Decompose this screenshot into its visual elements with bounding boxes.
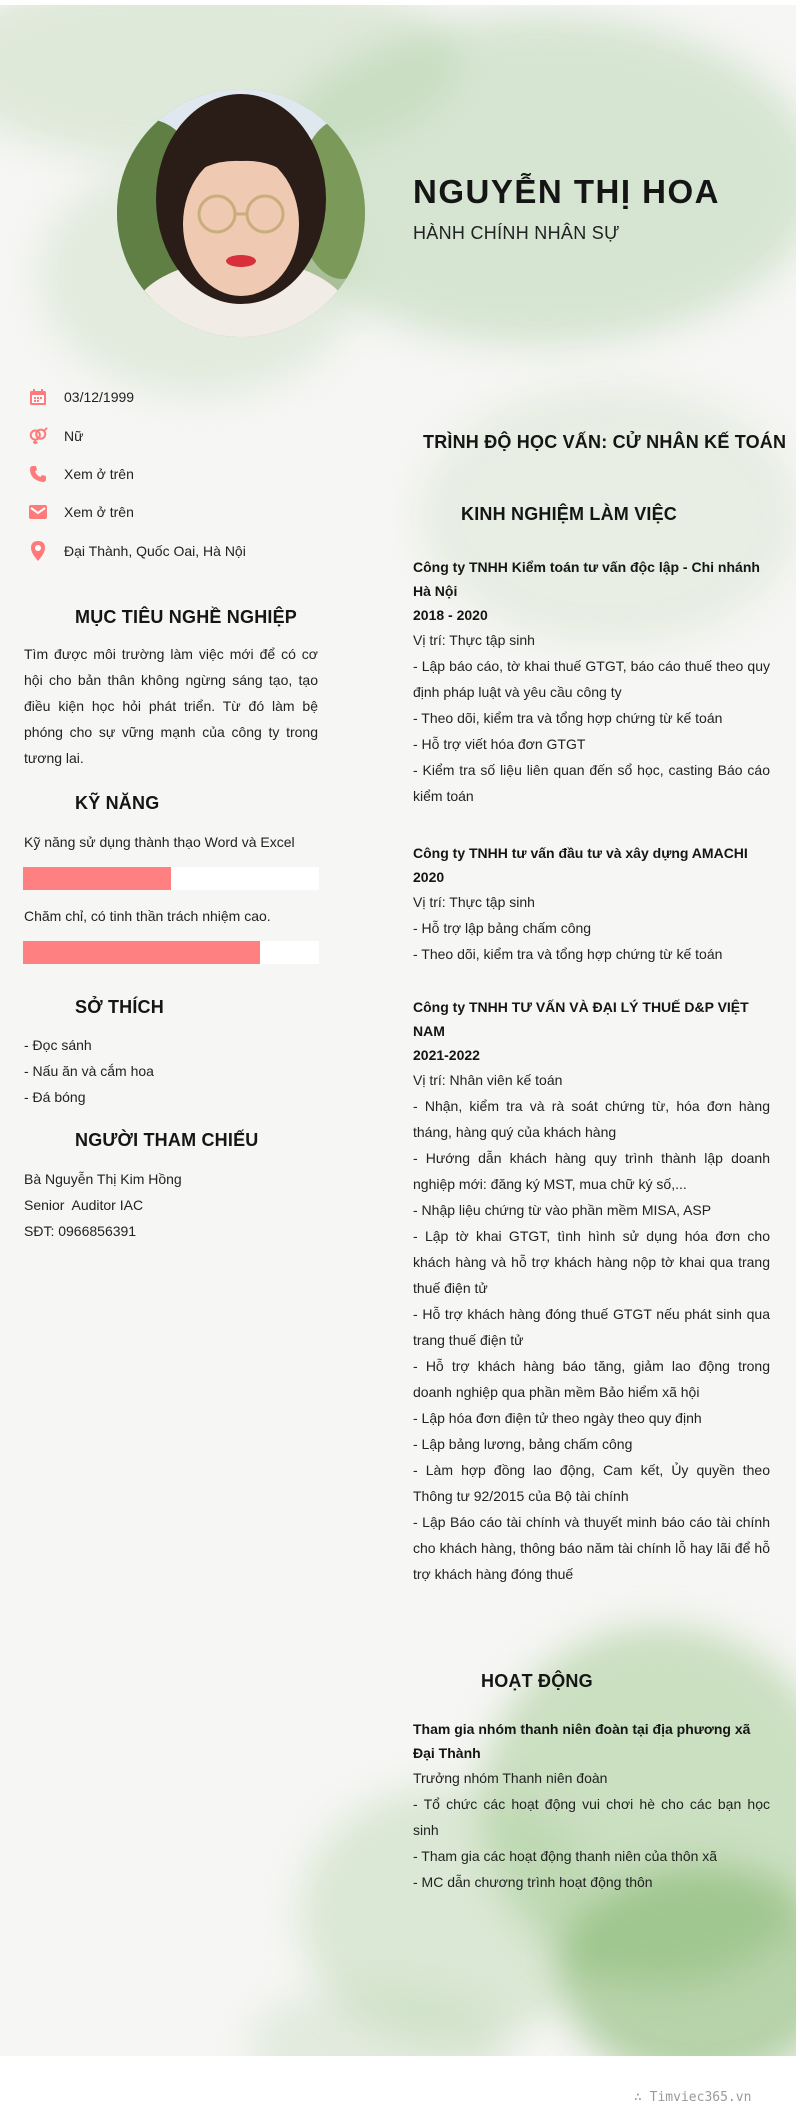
skills-title: KỸ NĂNG	[75, 793, 160, 813]
calendar-icon	[28, 387, 48, 407]
skill-label: Kỹ năng sử dụng thành thạo Word và Excel	[24, 834, 295, 850]
reference-line: Senior Auditor IAC	[24, 1197, 144, 1213]
job-item: - Hướng dẫn khách hàng quy trình thành lập doanh nghiệp mới: đăng ký MST, mua chữ ký số,...	[413, 1150, 770, 1192]
job-item: - Nhập liệu chứng từ vào phần mềm MISA, ASP	[413, 1202, 712, 1218]
contact-text: Xem ở trên	[64, 504, 134, 520]
job-item: Vị trí: Thực tập sinh	[413, 894, 535, 910]
hobby-item: - Đá bóng	[24, 1089, 86, 1105]
job-item: - Kiểm tra số liệu liên quan đến sổ học, casting Báo cáo kiểm toán	[413, 762, 770, 804]
phone-icon	[28, 464, 48, 484]
job-item: - Theo dõi, kiểm tra và tổng hợp chứng từ kế toán	[413, 710, 723, 726]
objective-text: Tìm được môi trường làm việc mới để có cơ hội cho bản thân không ngừng sáng tạo, tạo điều kiện học hỏi phát triển. Từ đó làm bệ phóng cho sự vững mạnh của công ty trong tương lai.	[24, 646, 318, 766]
contact-phone	[28, 463, 358, 485]
contact-text: 03/12/1999	[64, 389, 135, 405]
contact-birthdate	[28, 386, 358, 408]
education-title: TRÌNH ĐỘ HỌC VẤN: CỬ NHÂN KẾ TOÁN	[423, 432, 787, 452]
objective-title: MỤC TIÊU NGHỀ NGHIỆP	[75, 607, 298, 627]
location-icon	[28, 541, 48, 561]
job-item: Vị trí: Nhân viên kế toán	[413, 1072, 563, 1088]
job-years: 2021-2022	[413, 1047, 480, 1063]
gender-icon	[28, 426, 48, 446]
job-item: - Lập hóa đơn điện tử theo ngày theo quy định	[413, 1410, 702, 1426]
contact-address	[28, 540, 358, 562]
skill-bar	[23, 867, 319, 890]
contact-gender	[28, 425, 358, 447]
job-company: Công ty TNHH tư vấn đầu tư và xây dựng AMACHI	[413, 845, 748, 861]
job-item: Vị trí: Thực tập sinh	[413, 632, 535, 648]
job-item: - Lập báo cáo, tờ khai thuế GTGT, báo cáo thuế theo quy định pháp luật và yêu cầu công ty	[413, 658, 770, 700]
hobby-item: - Nấu ăn và cắm hoa	[24, 1063, 154, 1079]
contact-text: Xem ở trên	[64, 466, 134, 482]
job-company: Công ty TNHH TƯ VẤN VÀ ĐẠI LÝ THUẾ D&P VIỆT NAM	[413, 999, 749, 1039]
job-item: - Lập tờ khai GTGT, tình hình sử dụng hóa đơn cho khách hàng và hỗ trợ khách hàng nộp tờ khai qua trang thuế điện tử	[413, 1228, 770, 1296]
cv-page	[0, 5, 796, 2056]
experience-title: KINH NGHIỆM LÀM VIỆC	[461, 504, 678, 524]
job-item: - Hỗ trợ lập bảng chấm công	[413, 920, 592, 936]
skill-bar-fill	[23, 941, 260, 964]
job-item: - Nhận, kiểm tra và rà soát chứng từ, hóa đơn hàng tháng, hàng quý của khách hàng	[413, 1098, 770, 1140]
activity-item: - MC dẫn chương trình hoạt động thôn	[413, 1874, 653, 1890]
contact-email	[28, 501, 358, 523]
reference-line: SĐT: 0966856391	[24, 1223, 137, 1239]
job-company: Công ty TNHH Kiểm toán tư vấn độc lập - Chi nhánh Hà Nội	[413, 559, 760, 599]
job-years: 2018 - 2020	[413, 607, 488, 623]
job-item: - Theo dõi, kiểm tra và tổng hợp chứng từ kế toán	[413, 946, 723, 962]
contact-text: Nữ	[64, 428, 84, 444]
job-item: - Hỗ trợ viết hóa đơn GTGT	[413, 736, 586, 752]
candidate-role: HÀNH CHÍNH NHÂN SỰ	[413, 223, 620, 243]
avatar-photo	[117, 89, 365, 337]
skill-bar-fill	[23, 867, 171, 890]
reference-line: Bà Nguyễn Thị Kim Hồng	[24, 1171, 182, 1187]
job-item: - Làm hợp đồng lao động, Cam kết, Ủy quyền theo Thông tư 92/2015 của Bộ tài chính	[413, 1462, 770, 1504]
email-icon	[28, 502, 48, 522]
activity-heading: Tham gia nhóm thanh niên đoàn tại địa phương xã Đại Thành	[413, 1721, 751, 1761]
job-years: 2020	[413, 869, 445, 885]
job-item: - Hỗ trợ khách hàng báo tăng, giảm lao động trong doanh nghiệp qua phần mềm Bảo hiểm xã hội	[413, 1358, 770, 1400]
activity-entry	[413, 1717, 770, 1895]
job-entry	[413, 995, 770, 1587]
avatar	[117, 89, 365, 337]
job-item: - Lập bảng lương, bảng chấm công	[413, 1436, 633, 1452]
job-item: - Lập Báo cáo tài chính và thuyết minh báo cáo tài chính cho khách hàng, thông báo năm tài chính lỗ hay lãi để hỗ trợ khách hàng đóng thuế	[413, 1514, 770, 1582]
hobby-item: - Đọc sánh	[24, 1037, 92, 1053]
job-entry	[413, 555, 770, 809]
references-title: NGƯỜI THAM CHIẾU	[75, 1130, 259, 1150]
footer-watermark: ∴ Timviec365.vn	[634, 2090, 752, 2105]
hobbies-title: SỞ THÍCH	[75, 997, 164, 1017]
job-item: - Hỗ trợ khách hàng đóng thuế GTGT nếu phát sinh qua trang thuế điện tử	[413, 1306, 770, 1348]
skill-bar	[23, 941, 319, 964]
activity-item: - Tham gia các hoạt động thanh niên của thôn xã	[413, 1848, 718, 1864]
activity-item: Trưởng nhóm Thanh niên đoàn	[413, 1770, 608, 1786]
candidate-name: NGUYỄN THỊ HOA	[413, 173, 721, 210]
job-entry	[413, 841, 770, 967]
activities-title: HOẠT ĐỘNG	[481, 1671, 593, 1691]
skill-label: Chăm chỉ, có tinh thần trách nhiệm cao.	[24, 908, 271, 924]
activity-item: - Tổ chức các hoạt động vui chơi hè cho các bạn học sinh	[413, 1796, 770, 1838]
contact-text: Đại Thành, Quốc Oai, Hà Nội	[64, 543, 246, 559]
